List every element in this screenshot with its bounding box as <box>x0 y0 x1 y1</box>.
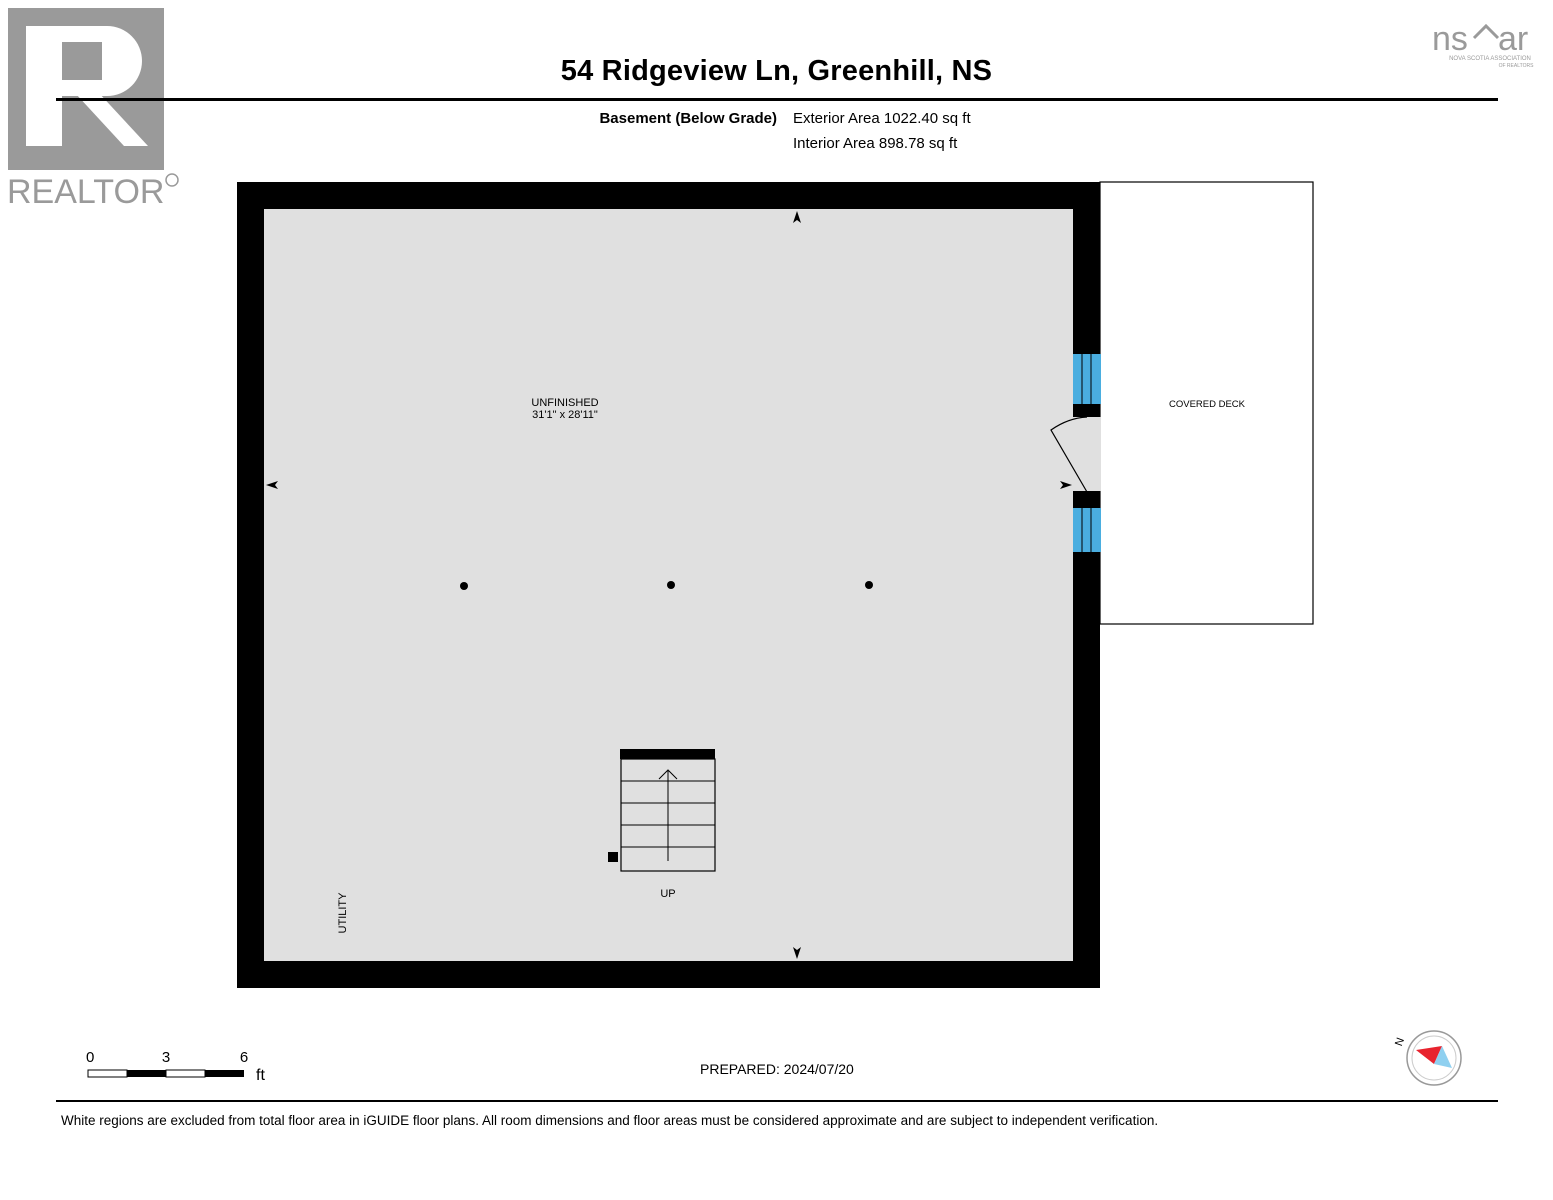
room-dimensions-unfinished: 31'1" x 28'11" <box>532 409 598 421</box>
scale-tick-6: 6 <box>239 1049 249 1066</box>
window-upper <box>1073 354 1101 404</box>
room-name-unfinished: UNFINISHED <box>531 397 599 409</box>
property-address-title: 54 Ridgeview Ln, Greenhill, NS <box>560 55 993 87</box>
nsar-wordmark-left: ns <box>1432 20 1468 58</box>
utility-label: UTILITY <box>337 892 349 934</box>
disclaimer-text: White regions are excluded from total floor area in iGUIDE floor plans. All room dimensions and floor areas must be considered approximate and are subject to independent verification. <box>61 1113 1159 1128</box>
compass-icon <box>1390 1028 1466 1088</box>
stairs-up-label: UP <box>660 888 676 900</box>
nsar-subtitle-1: NOVA SCOTIA ASSOCIATION <box>1449 56 1531 62</box>
scale-unit: ft <box>256 1067 265 1084</box>
nsar-wordmark-right: ar <box>1498 20 1529 58</box>
realtor-wordmark: REALTOR <box>7 173 165 211</box>
door-opening <box>1073 417 1101 491</box>
support-post <box>460 582 468 590</box>
exterior-area: Exterior Area 1022.40 sq ft <box>793 110 971 127</box>
interior-area: Interior Area 898.78 sq ft <box>793 135 958 152</box>
support-post <box>865 581 873 589</box>
room-name-covered-deck: COVERED DECK <box>1168 399 1246 410</box>
utility-marker <box>608 852 618 862</box>
scale-tick-0: 0 <box>86 1049 95 1066</box>
svg-text:N: N <box>1392 1036 1407 1048</box>
support-post <box>667 581 675 589</box>
scale-bar <box>84 1048 284 1088</box>
window-lower <box>1073 508 1101 552</box>
scale-tick-3: 3 <box>161 1049 171 1066</box>
footer-divider <box>56 1100 1498 1102</box>
nsar-subtitle-2: OF REALTORS <box>1498 63 1534 69</box>
floor-name: Basement (Below Grade) <box>599 110 777 127</box>
prepared-date: PREPARED: 2024/07/20 <box>700 1061 854 1077</box>
